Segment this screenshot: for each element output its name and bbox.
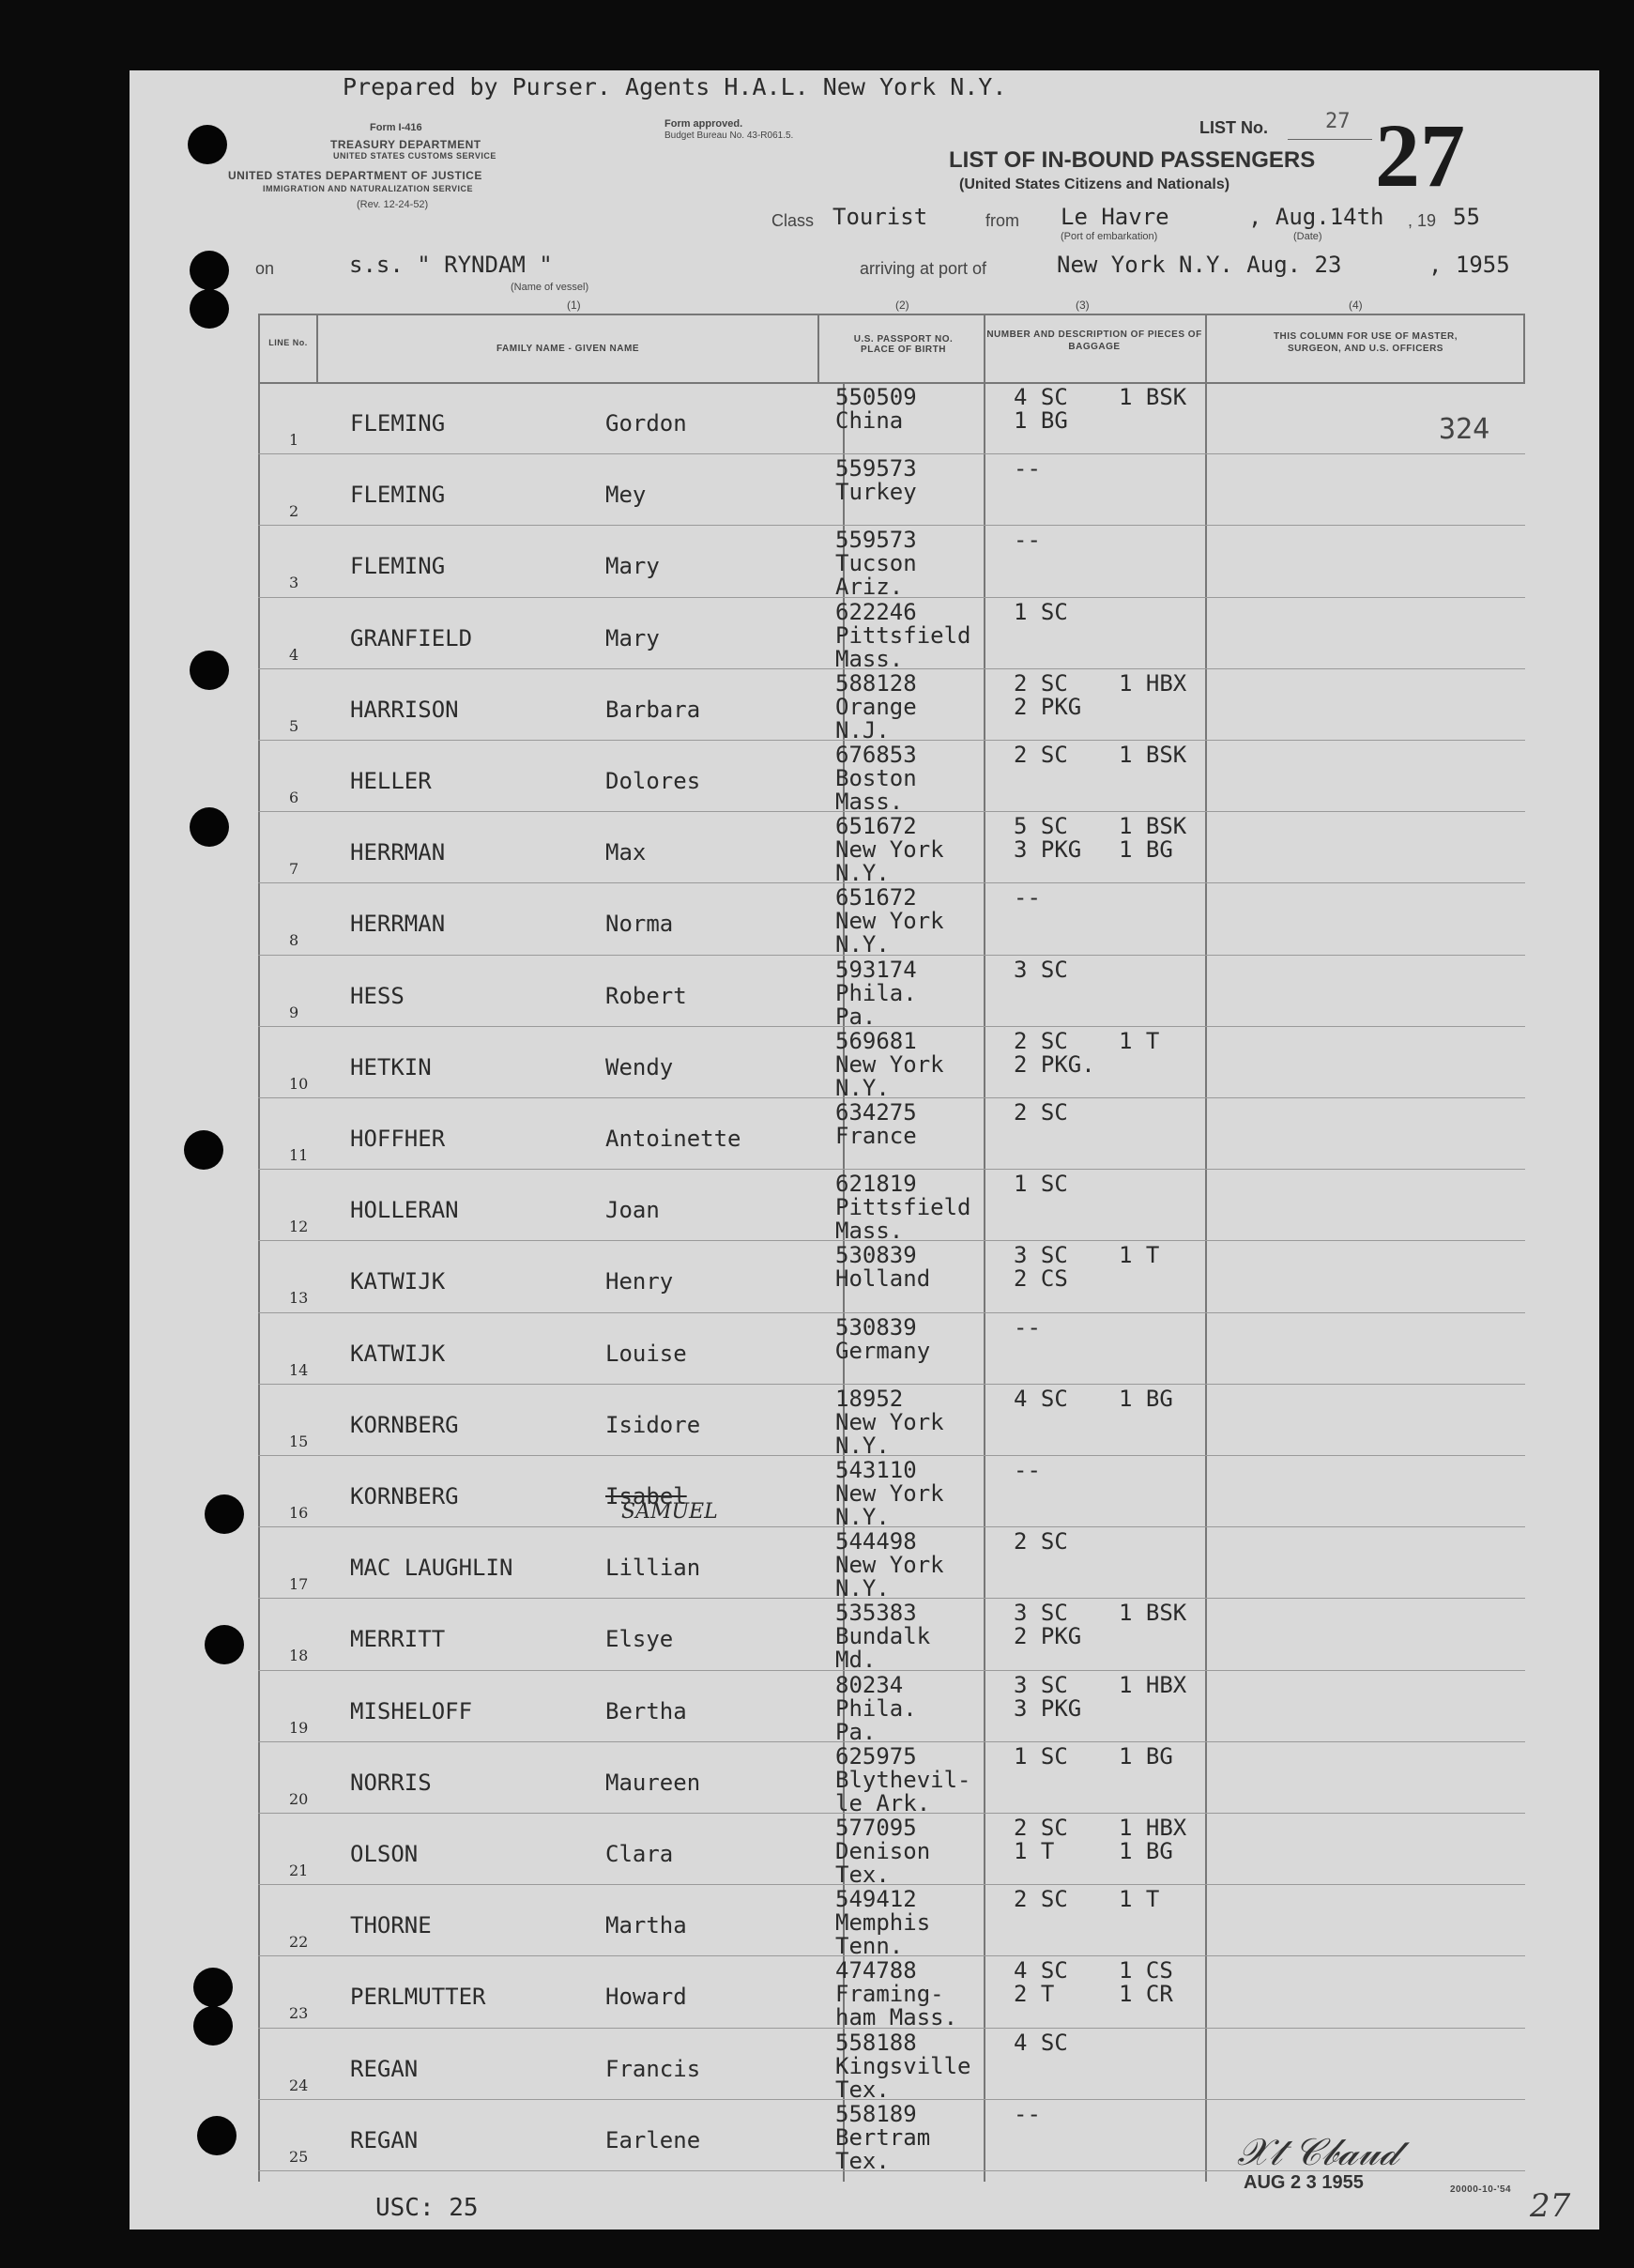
line-number: 11: [289, 1146, 309, 1164]
baggage-item: 3 SC: [1014, 956, 1068, 983]
given-name: Maureen: [605, 1769, 701, 1796]
passport-cell-line: Tex.: [835, 1862, 890, 1888]
given-name: Elsye: [605, 1626, 674, 1653]
from-label: from: [985, 211, 1019, 230]
given-name: Wendy: [605, 1053, 674, 1080]
passport-cell-line: N.Y.: [835, 860, 890, 887]
family-name: FLEMING: [350, 410, 446, 437]
passport-cell-line: N.Y.: [835, 1432, 890, 1459]
column-divider: [984, 314, 985, 2182]
family-name: KATWIJK: [350, 1340, 446, 1367]
officer-annotation: 324: [1439, 413, 1490, 446]
passport-cell-line: le Ark.: [835, 1789, 931, 1816]
year-value: 55: [1453, 204, 1480, 230]
baggage-item: 3 SC: [1014, 1242, 1068, 1269]
column-number-1: (1): [567, 299, 581, 312]
baggage-item: 1 T: [1119, 1027, 1160, 1054]
passport-cell-line: Ariz.: [835, 574, 904, 601]
passport-cell-line: 559573: [835, 455, 917, 483]
document-title: LIST OF IN-BOUND PASSENGERS: [949, 147, 1316, 173]
family-name: PERLMUTTER: [350, 1984, 486, 2011]
baggage-item: 2 PKG.: [1014, 1050, 1095, 1078]
punch-hole: [193, 1968, 233, 2007]
passport-cell-line: Mass.: [835, 1218, 904, 1245]
row-divider: [258, 1312, 1525, 1313]
passport-cell-line: Tex.: [835, 2147, 890, 2174]
baggage-item: 5 SC: [1014, 813, 1068, 840]
line-number: 23: [289, 2004, 309, 2023]
given-name: Clara: [605, 1841, 674, 1867]
row-divider: [258, 1097, 1525, 1098]
family-name: OLSON: [350, 1841, 419, 1867]
given-name: Louise: [605, 1340, 687, 1367]
passport-cell-line: Mass.: [835, 645, 904, 672]
arriving-year: , 1955: [1428, 252, 1510, 278]
passport-cell-line: N.J.: [835, 716, 890, 743]
passport-cell-line: Denison: [835, 1838, 931, 1864]
given-name: Lillian: [605, 1555, 701, 1582]
given-name: Bertha: [605, 1697, 687, 1724]
family-name: HARRISON: [350, 696, 459, 723]
family-name: HETKIN: [350, 1053, 432, 1080]
passport-cell-line: 543110: [835, 1457, 917, 1483]
punch-hole: [184, 1130, 223, 1170]
passport-cell-line: Tex.: [835, 2076, 890, 2103]
vessel-caption: (Name of vessel): [511, 282, 589, 293]
prepared-by-line: Prepared by Purser. Agents H.A.L. New York N.Y.: [343, 73, 1007, 100]
baggage-item: --: [1014, 455, 1041, 483]
vessel-name: s.s. " RYNDAM ": [349, 252, 553, 278]
baggage-item: 1 HBX: [1119, 1671, 1187, 1698]
line-number: 6: [289, 789, 299, 806]
passport-cell-line: New York: [835, 1552, 944, 1579]
baggage-item: 2 SC: [1014, 1815, 1068, 1841]
column-number-2: (2): [895, 299, 909, 312]
line-number: 8: [289, 931, 299, 950]
baggage-item: 1 HBX: [1119, 669, 1187, 697]
line-number: 18: [289, 1647, 309, 1665]
baggage-item: 2 SC: [1014, 1528, 1068, 1555]
line-number: 1: [289, 431, 299, 449]
baggage-item: 1 BG: [1119, 1385, 1173, 1412]
line-number: 5: [289, 716, 299, 735]
passport-cell-line: N.Y.: [835, 1504, 890, 1530]
passport-cell-line: Bundalk: [835, 1623, 931, 1650]
passport-cell-line: Pa.: [835, 1003, 877, 1030]
baggage-item: 2 SC: [1014, 1027, 1068, 1054]
row-divider: [258, 740, 1525, 741]
line-number: 19: [289, 1718, 309, 1737]
passport-cell-line: Tucson: [835, 550, 917, 577]
header-officers: THIS COLUMN FOR USE OF MASTER, SURGEON, AND U.S. OFFICERS: [1273, 331, 1458, 354]
passport-cell-line: 569681: [835, 1027, 917, 1054]
punch-hole: [193, 2006, 233, 2046]
baggage-item: 4 SC: [1014, 384, 1068, 410]
baggage-item: 1 SC: [1014, 598, 1068, 625]
passport-cell-line: Germany: [835, 1337, 931, 1364]
baggage-item: 3 SC: [1014, 1600, 1068, 1627]
passport-cell-line: Tenn.: [835, 1933, 904, 1960]
passport-cell-line: 550509: [835, 384, 917, 410]
treasury-label: TREASURY DEPARTMENT: [330, 138, 481, 151]
family-name: REGAN: [350, 2126, 419, 2153]
passport-cell-line: Phila.: [835, 979, 917, 1006]
column-divider: [316, 314, 318, 382]
line-number: 3: [289, 574, 299, 592]
baggage-item: 2 PKG: [1014, 693, 1082, 720]
justice-label: UNITED STATES DEPARTMENT OF JUSTICE: [228, 169, 482, 182]
passport-cell-line: N.Y.: [835, 931, 890, 958]
row-divider: [258, 2099, 1525, 2100]
row-divider: [258, 453, 1525, 454]
passport-cell-line: 535383: [835, 1600, 917, 1627]
passport-cell-line: Bertram: [835, 2123, 931, 2151]
passport-cell-line: Pa.: [835, 1718, 877, 1745]
baggage-item: 2 T: [1014, 1981, 1055, 2008]
baggage-item: 1 BG: [1119, 1742, 1173, 1770]
row-divider: [258, 1384, 1525, 1385]
passport-cell-line: 651672: [835, 813, 917, 840]
page-mark: 27: [1530, 2187, 1571, 2225]
passport-cell-line: New York: [835, 1480, 944, 1507]
row-divider: [258, 1026, 1525, 1027]
line-number: 17: [289, 1575, 309, 1594]
baggage-item: 1 CR: [1119, 1981, 1173, 2008]
passport-cell-line: New York: [835, 908, 944, 935]
line-number: 2: [289, 502, 299, 521]
row-divider: [258, 1598, 1525, 1599]
baggage-item: 4 SC: [1014, 1957, 1068, 1984]
baggage-item: --: [1014, 1313, 1041, 1341]
class-value: Tourist: [832, 204, 928, 230]
line-number: 14: [289, 1360, 309, 1379]
passport-cell-line: Orange: [835, 693, 917, 720]
passport-cell-line: 634275: [835, 1099, 917, 1126]
column-divider: [817, 314, 819, 382]
column-divider: [1205, 314, 1207, 2182]
family-name: HOFFHER: [350, 1126, 446, 1152]
row-divider: [258, 1741, 1525, 1742]
line-number: 21: [289, 1862, 309, 1879]
passport-cell-line: Blythevil-: [835, 1766, 971, 1793]
baggage-item: 2 SC: [1014, 1099, 1068, 1126]
immigration-label: IMMIGRATION AND NATURALIZATION SERVICE: [263, 184, 473, 193]
header-name: FAMILY NAME - GIVEN NAME: [496, 344, 639, 354]
usc-count: USC: 25: [375, 2194, 479, 2222]
baggage-item: 1 T: [1119, 1242, 1160, 1269]
line-number: 20: [289, 1789, 309, 1808]
family-name: HELLER: [350, 768, 432, 794]
form-approved: Form approved.: [664, 118, 743, 130]
line-number: 25: [289, 2147, 309, 2166]
baggage-item: 1 SC: [1014, 1742, 1068, 1770]
given-name: Max: [605, 839, 647, 866]
given-name: Earlene: [605, 2126, 701, 2153]
baggage-item: 1 SC: [1014, 1171, 1068, 1198]
line-number: 9: [289, 1003, 299, 1021]
on-label: on: [255, 259, 275, 278]
passport-cell-line: 530839: [835, 1242, 917, 1269]
column-number-3: (3): [1076, 299, 1090, 312]
passport-cell-line: 577095: [835, 1815, 917, 1841]
line-number: 12: [289, 1218, 309, 1236]
family-name: HERRMAN: [350, 911, 446, 938]
baggage-item: 2 PKG: [1014, 1623, 1082, 1650]
line-number: 7: [289, 860, 299, 879]
passport-cell-line: 18952: [835, 1385, 904, 1412]
passport-cell-line: ham Mass.: [835, 2004, 958, 2031]
from-value: Le Havre: [1061, 204, 1169, 230]
column-divider: [1523, 314, 1525, 382]
family-name: KORNBERG: [350, 1483, 459, 1509]
revision-label: (Rev. 12-24-52): [357, 199, 429, 210]
list-no-label: LIST No.: [1199, 118, 1268, 137]
passport-cell-line: 558188: [835, 2029, 917, 2056]
line-number: 15: [289, 1432, 309, 1450]
budget-bureau: Budget Bureau No. 43-R061.5.: [664, 130, 794, 141]
form-number: Form I-416: [370, 122, 422, 133]
given-name: Isabel: [605, 1483, 687, 1509]
punch-hole: [205, 1625, 244, 1664]
passport-cell-line: 622246: [835, 598, 917, 625]
given-name: Barbara: [605, 696, 701, 723]
family-name: KORNBERG: [350, 1411, 459, 1438]
given-name: Gordon: [605, 410, 687, 437]
row-divider: [258, 525, 1525, 526]
row-divider: [258, 955, 1525, 956]
baggage-item: 1 BG: [1119, 1838, 1173, 1864]
baggage-item: 1 BSK: [1119, 1600, 1187, 1627]
baggage-item: 1 BSK: [1119, 742, 1187, 768]
punch-hole: [205, 1494, 244, 1534]
given-name: Antoinette: [605, 1126, 741, 1152]
given-name: Mey: [605, 482, 647, 509]
port-caption: (Port of embarkation): [1061, 231, 1158, 242]
class-label: Class: [771, 211, 815, 230]
list-no-value: 27: [1325, 110, 1351, 133]
passport-cell-line: Md.: [835, 1647, 877, 1674]
year-prefix: , 19: [1408, 211, 1437, 230]
given-name: Howard: [605, 1984, 687, 2011]
header-line-no: LINE No.: [268, 338, 308, 347]
officer-signature: 𝒳𝓉 𝒞𝒷𝒶𝓊𝒹: [1237, 2131, 1398, 2174]
line-number: 24: [289, 2076, 309, 2094]
baggage-item: 1 CS: [1119, 1957, 1173, 1984]
family-name: MERRITT: [350, 1626, 446, 1653]
column-number-4: (4): [1349, 299, 1363, 312]
line-number: 22: [289, 1933, 309, 1952]
baggage-item: 4 SC: [1014, 2029, 1068, 2056]
baggage-item: 2 SC: [1014, 1886, 1068, 1913]
baggage-item: 1 T: [1014, 1838, 1055, 1864]
punch-hole: [197, 2116, 237, 2155]
arriving-label: arriving at port of: [860, 259, 987, 278]
header-baggage: NUMBER AND DESCRIPTION OF PIECES OF BAGGAGE: [986, 329, 1202, 352]
baggage-item: 3 PKG: [1014, 836, 1082, 864]
passport-cell-line: 621819: [835, 1171, 917, 1198]
punch-hole: [190, 289, 229, 329]
passport-cell-line: 558189: [835, 2100, 917, 2127]
passport-cell-line: Boston: [835, 765, 917, 791]
passport-cell-line: 544498: [835, 1528, 917, 1555]
baggage-item: 2 CS: [1014, 1265, 1068, 1293]
baggage-item: 3 PKG: [1014, 1694, 1082, 1722]
baggage-item: 1 BG: [1119, 836, 1173, 864]
passport-cell-line: Pittsfield: [835, 1194, 971, 1221]
form-print-code: 20000-10-'54: [1450, 2184, 1512, 2195]
passport-cell-line: France: [835, 1123, 917, 1149]
passport-cell-line: 625975: [835, 1742, 917, 1770]
passport-cell-line: 588128: [835, 669, 917, 697]
family-name: FLEMING: [350, 482, 446, 509]
passport-cell-line: 593174: [835, 956, 917, 983]
passport-cell-line: Turkey: [835, 479, 917, 506]
punch-hole: [188, 125, 227, 164]
passport-cell-line: 651672: [835, 884, 917, 912]
family-name: REGAN: [350, 2055, 419, 2082]
baggage-item: 1 T: [1119, 1886, 1160, 1913]
line-number: 4: [289, 645, 299, 664]
passport-cell-line: Phila.: [835, 1694, 917, 1722]
family-name: HERRMAN: [350, 839, 446, 866]
punch-hole: [190, 251, 229, 290]
given-name: Norma: [605, 911, 674, 938]
given-name: Joan: [605, 1197, 660, 1224]
row-divider: [258, 882, 1525, 883]
header-passport: U.S. PASSPORT NO. PLACE OF BIRTH: [853, 334, 954, 355]
document-subtitle: (United States Citizens and Nationals): [959, 176, 1230, 192]
baggage-item: 1 BG: [1014, 407, 1068, 434]
passport-cell-line: Holland: [835, 1265, 931, 1293]
baggage-item: 3 SC: [1014, 1671, 1068, 1698]
passport-cell-line: N.Y.: [835, 1074, 890, 1101]
baggage-item: 2 SC: [1014, 742, 1068, 768]
baggage-item: 2 SC: [1014, 669, 1068, 697]
passport-cell-line: N.Y.: [835, 1575, 890, 1602]
baggage-item: 4 SC: [1014, 1385, 1068, 1412]
row-divider: [258, 1455, 1525, 1456]
big-list-number: 27: [1375, 105, 1465, 206]
passport-cell-line: 559573: [835, 527, 917, 554]
given-name: Isidore: [605, 1411, 701, 1438]
passport-cell-line: New York: [835, 836, 944, 864]
column-divider: [258, 314, 260, 2182]
baggage-item: 1 BSK: [1119, 384, 1187, 410]
passport-cell-line: Mass.: [835, 789, 904, 815]
table-top-border: [258, 314, 1525, 315]
given-name: Henry: [605, 1268, 674, 1295]
passport-cell-line: 676853: [835, 742, 917, 768]
given-name: Francis: [605, 2055, 701, 2082]
row-divider: [258, 1670, 1525, 1671]
given-name: Martha: [605, 1912, 687, 1939]
family-name: FLEMING: [350, 553, 446, 580]
punch-hole: [190, 651, 229, 690]
passport-cell-line: New York: [835, 1408, 944, 1435]
arriving-value: New York N.Y. Aug. 23: [1057, 252, 1342, 278]
family-name: HOLLERAN: [350, 1197, 459, 1224]
baggage-item: --: [1014, 1457, 1041, 1483]
family-name: MAC LAUGHLIN: [350, 1555, 513, 1582]
line-number: 13: [289, 1289, 309, 1308]
passport-cell-line: Pittsfield: [835, 621, 971, 649]
baggage-item: --: [1014, 527, 1041, 554]
family-name: GRANFIELD: [350, 624, 473, 651]
line-number: 16: [289, 1504, 309, 1522]
given-name: Dolores: [605, 768, 701, 794]
row-divider: [258, 1169, 1525, 1170]
line-number: 10: [289, 1074, 309, 1093]
baggage-item: --: [1014, 884, 1041, 912]
punch-hole: [190, 807, 229, 847]
family-name: THORNE: [350, 1912, 432, 1939]
given-name-correction: SAMUEL: [621, 1500, 718, 1524]
given-name: Robert: [605, 982, 687, 1009]
row-divider: [258, 1884, 1525, 1885]
passport-cell-line: Memphis: [835, 1909, 931, 1937]
baggage-item: 1 HBX: [1119, 1815, 1187, 1841]
date-value: , Aug.14th: [1248, 204, 1384, 230]
given-name: Mary: [605, 553, 660, 580]
passport-cell-line: New York: [835, 1050, 944, 1078]
given-name: Mary: [605, 624, 660, 651]
list-no-underline: [1288, 139, 1372, 140]
family-name: NORRIS: [350, 1769, 432, 1796]
baggage-item: 1 BSK: [1119, 813, 1187, 840]
passport-cell-line: 474788: [835, 1957, 917, 1984]
passport-cell-line: 530839: [835, 1313, 917, 1341]
passport-cell-line: China: [835, 407, 904, 434]
arrival-stamp-date: AUG 2 3 1955: [1244, 2172, 1364, 2193]
family-name: HESS: [350, 982, 405, 1009]
passport-cell-line: 80234: [835, 1671, 904, 1698]
passport-cell-line: Framing-: [835, 1981, 944, 2008]
baggage-item: --: [1014, 2100, 1041, 2127]
date-caption: (Date): [1293, 231, 1322, 242]
passport-cell-line: 549412: [835, 1886, 917, 1913]
family-name: MISHELOFF: [350, 1697, 473, 1724]
family-name: KATWIJK: [350, 1268, 446, 1295]
passport-cell-line: Kingsville: [835, 2052, 971, 2079]
customs-label: UNITED STATES CUSTOMS SERVICE: [333, 151, 496, 161]
row-divider: [258, 1526, 1525, 1527]
